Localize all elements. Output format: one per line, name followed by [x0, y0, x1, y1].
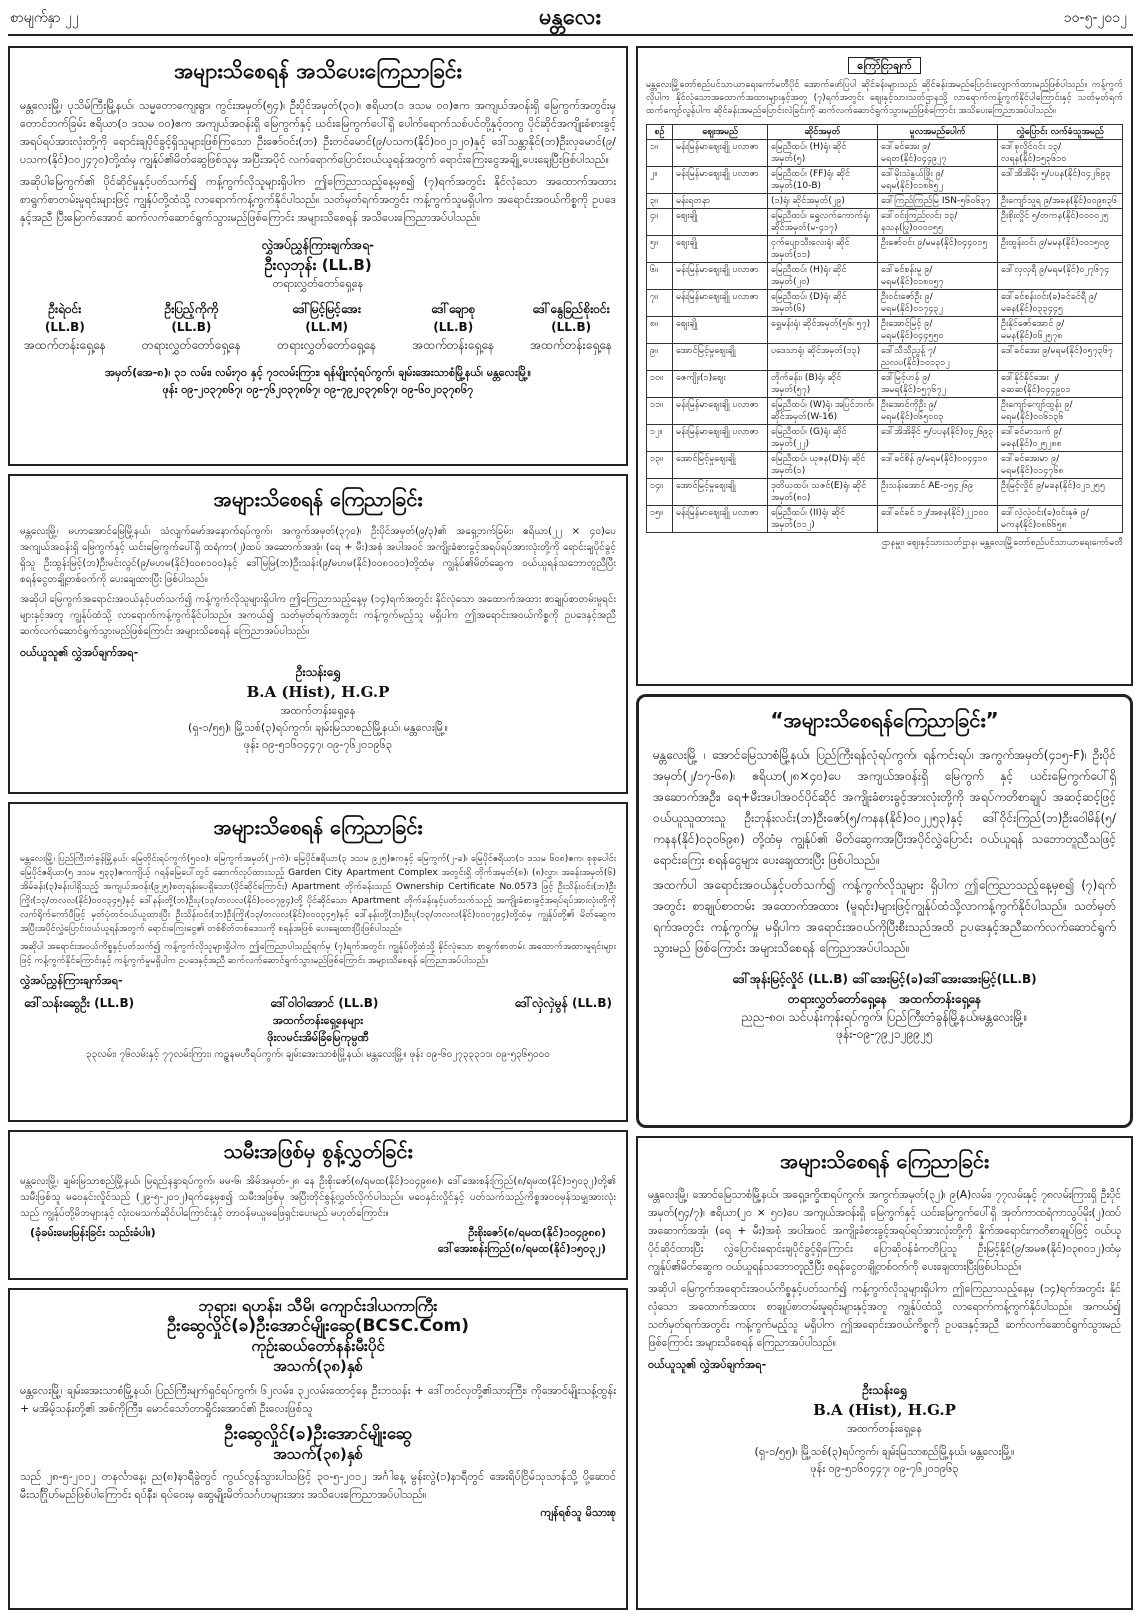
table-cell: ၆။ — [647, 263, 673, 290]
table-cell: ဦးကျော်သူရ ၉/အခန(နိုင်)၀၀၉၈၃၆ — [998, 194, 1123, 209]
table-cell: အောင်မြင့်မှုဈေးချို — [673, 344, 768, 371]
ad1-phone: ဖုန်း ၀၉-၂၀၃၇၈၆၇၊ ၀၉-၇၆၂၀၃၇၈၆၇၊ ၀၉-၇၉၂၀၃၇၈၆၇၊ ၀၉-၆၀၂၀၃၇၈၆၇ — [162, 383, 474, 396]
ad7-title: “အများသိစေရန်ကြေညာခြင်း” — [770, 708, 999, 732]
table-row — [647, 194, 1123, 209]
table-header-row — [647, 125, 1123, 140]
masthead-logo — [505, 0, 635, 34]
svg-text:မန္တလေး: မန္တလေး — [538, 4, 602, 30]
ad2-title: အများသိစေရန် ကြေညာခြင်း — [213, 487, 423, 511]
ad2-authority: ဝယ်ယူသူ၏ လွှဲအပ်ချက်အရ- — [20, 646, 139, 659]
ad7-phone: ဖုန်း-၀၉-၇၉၂၁၂၉၉၂၅ — [836, 1027, 933, 1041]
ad3-authority: လွှဲအပ်ညွှန်ကြားချက်အရ- — [20, 974, 123, 987]
table-cell: ဒေါ်မိုးသဲနွယ်ဖြိုး ၉/မရမ(နိုင်)၀၁၈၆၅၂ — [878, 167, 998, 194]
obit-body: မန္တလေးမြို့၊ ချမ်းအေးသာစံမြို့နယ်၊ ပြည်ကြီးမျက်ရှင်ရပ်ကွက်၊ ၆၂လမ်း၊ ၃၂လမ်းထောင့်နေ ဦးဘသန်း + ဒေါ်တင်လှတို့၏သားကြီး၊ ကိုအောင်မျိုးသန့်ထွန်း + မအိမ့်သန်းတို့၏ အစ်ကိုကြီး၊ မောင်သော်တာရှိုင်းအောင်၏ ဦးလေးဖြစ်သူ — [20, 1384, 616, 1415]
table-cell: ဦးအောင်ကိုဦး ၉/မရမ(နိုင်)၀၆၅၀၀၃ — [878, 398, 998, 425]
page-date: ၁၀-၅-၂၀၁၂ — [1063, 10, 1127, 26]
table-cell: ဒေါ်အိအိမိုး ၅/ပပန(နိုင်)၀၄၂၆၉၃ — [998, 167, 1123, 194]
ad4-title: သမီးအဖြစ်မှ စွန့်လွှတ်ခြင်း — [223, 1139, 413, 1163]
table-cell: မြေညီထပ်၊ (H)ရုံ၊ ဆိုင်အမှတ်(၂၀) — [768, 263, 878, 290]
table-cell: မန်းမြန်မာဈေးချို ပလာဇာ — [673, 425, 768, 452]
table-cell: ဦးဝင်းဇော်ဦး ၉/မရမ(နိုင်)၀၁၇၄၃၂ — [878, 290, 998, 317]
table-cell: ဒေါ်ခင်အေးမာ ၉/မရမ(နိုင်)၀၁၄၇၆၈ — [998, 452, 1123, 479]
table-cell: ဒေါ်ခင်အေး ၉/မရမ(နိုင်)၀၅၇၃၆၇ — [998, 344, 1123, 371]
ad4-footer — [10, 1222, 626, 1262]
notice-ad-4 — [8, 1130, 628, 1280]
ad8-para-1: မန္တလေးမြို့၊ အောင်မြေသာစံမြို့နယ်၊ အရှေ့ဒက္ခိဏရပ်ကွက်၊ အကွက်အမှတ်(၃၂)၊ ၉(A)လမ်း၊ ၇၇လမ်းနှင့် ၇၈လမ်းကြားရှိ ဦးပိုင်အမှတ်(၅၄/၇)၊ ဧရိယာ(၂၀ × ၅၀)ပေ အကျယ်အဝန်းရှိ မြေကွက်နှင့် ယင်းမြေကွက်ပေါ်ရှိ အုတ်ကာထရံကာသွပ်မိုး(၂)ထပ် အဆောက်အအုံ၊ (ရေ + မီး)အစုံ အပါအဝင် အကျိုးခံစားခွင့်အရပ်ရပ်အားလုံးတို့ကို နှိုက်အရောင်းကတိစာချုပ်ဖြင့် ဝယ်ယူပိုင်ဆိုင်ထားပြီး လွှဲပြောင်းရောင်းချပိုင်ခွင့်ရှိကြောင်း ပြောဆိုဝန်ခံကတိပြုသူ ဦးမြင့်နိုင်(၉/အမဇ(နိုင်)၀၃၈၀၁၂)ထံမှ ကျွန်ုပ်၏မိတ်ဆွေက ဝယ်ယူရန်သဘောတူညီပြီး စရန်ငွေတချို့တစ်ဝက်ကို ပေးချေထားပြီးဖြစ်ပါသည်။ — [648, 1189, 1121, 1273]
ad8-body — [638, 1186, 1131, 1352]
ad8-authority: ဝယ်ယူသူ၏ လွှဲအပ်ချက်အရ- — [648, 1358, 767, 1371]
table-row — [647, 140, 1123, 167]
col-header: မူလအမည်ပေါက် — [878, 125, 998, 140]
obit-line-2: ဦးဆွေလှိုင်(ခ)ဦးအောင်မျိုးဆွေ(BCSC.Com) — [166, 1316, 470, 1336]
table-cell: ဒေါ်သီသီညွန့် ၇/ညလပ(နိုင်)၁၀၁၃၁၂ — [878, 344, 998, 371]
ad1-para-2: အဆိုပါမြေကွက်၏ ပိုင်ဆိုင်မှုနှင့်ပတ်သက်၍ ကန့်ကွက်လိုသူများရှိပါက ဤကြေညာသည့်နေ့မှစ၍ (၇)ရက်အတွင်း နိုင်လုံသော အထောက်အထား စာရွက်စာတမ်းမူရင်းများဖြင့် ကျွန်ုပ်တို့ထံသို့ လာရောက်ကန့်ကွက်နိုင်ပါသည်။ သတ်မှတ်ရက်အတွင်း ကန့်ကွက်သူမရှိပါက အရောင်းအဝယ်ကိစ္စကို ဥပဒေနှင့်အညီ ပြီးမြောက်အောင် ဆက်လက်ဆောင်ရွက်သွားမည်ဖြစ်ကြောင်း အများသိစေရန် အသိပေးကြေညာအပ်ပါသည်။ — [20, 175, 616, 224]
notice-ad-8 — [636, 1136, 1133, 1610]
page-number: စာမျက်နှာ ၂၂ — [10, 10, 79, 26]
table-cell: ၉။ — [647, 344, 673, 371]
table-cell: မန်းမြန်မာဈေးချို ပလာဇာ — [673, 140, 768, 167]
table-cell: ငှက်ပျောသီးလေးရုံ၊ ဆိုင်အမှတ်(၁၁) — [768, 236, 878, 263]
ad8-phone: ဖုန်း ၀၉-၅၁၆၀၄၄၇၊ ၀၉-၇၆၂၀၁၉၆၃ — [810, 1462, 959, 1475]
table-cell: ၄။ — [647, 209, 673, 236]
table-cell: မန်းရတနာ — [673, 194, 768, 209]
shop-transfer-table — [646, 124, 1123, 533]
ad8-para-2: အဆိုပါ မြေကွက်အရောင်းအဝယ်ကိစ္စနှင့်ပတ်သက်၍ ကန့်ကွက်လိုသူများရှိပါက ဤကြေညာသည့်နေ့မှ (၁၄)ရက်အတွင်း နိုင်လုံသော အထောက်အထား စာချုပ်စာတမ်းမူရင်းများနှင့်အတူ ကျွန်ုပ်ထံသို့ လာရောက်ကန့်ကွက်နိုင်ပါသည်။ အကယ်၍ သတ်မှတ်ရက်အတွင်း ကန့်ကွက်မည့်သူ မရှိပါက ဤအရောင်းအဝယ်ကိစ္စကို ဥပဒေနှင့်အညီ ဆက်လက်ဆောင်ရွက်သွားမည်ဖြစ်ကြောင်း အများသိစေရန် ကြေညာအပ်ပါသည်။ — [648, 1283, 1121, 1349]
ad1-lawyer: ဒေါ်နွေခြည်စိုးဝင်း (LL.B) အထက်တန်းရှေ့နေ — [530, 302, 612, 352]
table-cell: အောင်မြင့်မှုဈေးချို — [673, 452, 768, 479]
table-cell: မန်းမြန်မာဈေးချို ပလာဇာ — [673, 506, 768, 533]
ad8-role: အထက်တန်းရှေ့နေ — [847, 1422, 922, 1435]
ad8-degree: B.A (Hist), H.G.P — [813, 1401, 956, 1419]
ad1-address: အမှတ်(အေ-၈)၊ ၃၁ လမ်း၊ လမ်း၇၀ နှင့် ၇၁လမ်းကြား၊ ရန်မျိုးလုံရပ်ကွက်၊ ချမ်းအေးသာစံမြို့နယ်၊ မန္တလေးမြို့။ — [104, 366, 531, 379]
notice-ad-1 — [8, 46, 628, 466]
ad7-address: ညည-၈၀၊ သင်ပန်းကုန်းရပ်ကွက်၊ ပြည်ကြီးတံခွန်မြို့နယ်၊မန္တလေးမြို့။ — [741, 1010, 1028, 1024]
ad3-para-1: မန္တလေးမြို့၊ ပြည်ကြီးတံခွန်မြို့နယ်၊ မြေတိုင်းရပ်ကွက်(၅၀၀)၊ မြေကွက်အမှတ်(၂-ကဲ)၊ မြေပိုင်ဧရိယာ(၃ ဒသမ ၉၂၅)ဧကနှင့် မြေကွက်(၂-ခ)၊ မြေပိုင်ဧရိယာ(၁ ဒသမ ၆၀၈)ဧက၊ စုစုပေါင်းမြေပိုင်ဧရိယာ(၅ ဒသမ ၅၃၃)ဧကကျိယ့် ဂရန်မြေပေါ်တွင် ဆောက်လုပ်ထားသည့် Garden City Apartment Complex အတွင်းရှိ တိုက်အမှတ်(၈)၊ (၈)လွှာ၊ အခန်းအမှတ်(၆) အိမ်ခန်း(၃)ခန်းပါရှိသည့် အကျယ်အဝန်း(၉၂၅)စတုရန်းပေရှိသော(ပိုင်ဆိုင်ကြောင်း) Apartment တိုက်ခန်းသည် Ownership Certificate No.0573 ဖြင့် ဦးသိန်းဝင်း(ဘ)ဦးကြိုး(၁၃/တလလ(နိုင်)၀၀၀၃၄၅)နှင့် ဒေါ်နန်းတို့(ဘ)ဦးပု(၁၃/တလလ(နိုင်)၀၀၀၇၉၄)တို့ ပိုင်ဆိုင်သော Apartment တိုက်ခန်းနှင့်ပတ်သက်သည့် အကျိုးခံစားခွင့်အရပ်ရပ်အားလုံးတို့ကို လက်ရိုက်ကော်ပီဖြင့် မှတ်ပုံတင်ဝယ်ယူထားပြီး ဦးသိန်းဝင်း(ဘ)ဦးကြိုး(၁၃/တလလ(နိုင်)၀၀၀၃၄၅)နှင့် ဒေါ်နန်းတို့(ဘ)ဦးပု(၁၃/တလလ(နိုင်)၀၀၀၇၉၄)တို့ထံမှ ကျွန်ုပ်တို့၏ မိတ်ဆွေက အပြီးအပိုင်လွှဲပြောင်းဝယ်ယူရန်အတွက် ရောင်းကြေးငွေ၏ တစ်စိတ်တစ်ဒေသကို စရန်အဖြစ် ပေးချေထားပြီးဖြစ်ပါသည်။ — [20, 854, 616, 934]
ad2-role: အထက်တန်းရှေ့နေ — [280, 704, 356, 717]
ad7-body-2: အထက်ပါ အရောင်းအဝယ်နှင့်ပတ်သက်၍ ကန့်ကွက်လိုသူများ ရှိပါက ဤကြေညာသည့်နေ့မှစ၍ (၇)ရက်အတွင်း စာချုပ်စာတမ်း အထောက်အထား (မူရင်း)များဖြင့်ကျွန်ုပ်ထံသို့လာကန့်ကွက်နိုင်ပါသည်။ သတ်မှတ်ရက်အတွင်း ကန့်ကွက်မှု မရှိပါက အရောင်းအဝယ်ကိုပြီးစီးသည်အထိ ဥပဒေနှင့်အညီဆက်လက်ဆောင်ရွက် သွားမည် ဖြစ်ကြောင်း အများသိစေရန် ကြေညာအပ်ပါသည်။ — [653, 878, 1116, 955]
table-cell: ဦးသန်းအောင် AE-၁၅၄၂၆၉ — [878, 479, 998, 506]
ad2-degree: B.A (Hist), H.G.P — [246, 683, 390, 701]
table-cell: ဒေါ်အိအိခိုင် ၅/ပပန(နိုင်)၀၄၂၆၉၃ — [878, 425, 998, 452]
table-cell: ဒေါ်ခင်စန်းမူ ၉/မရမ(နိုင်)၀၁၈၀၅၇ — [878, 263, 998, 290]
ad1-authority: လွှဲအပ်ညွှန်ကြားချက်အရ- — [262, 238, 374, 252]
col-header: စဉ် — [647, 125, 673, 140]
table-row — [647, 167, 1123, 194]
table-cell: မြေညီထပ်၊ (FF)ရုံ၊ ဆိုင်အမှတ်(10-B) — [768, 167, 878, 194]
ad1-lawyer: ဒေါ်ချောစု (LL.B) အထက်တန်းရှေ့နေ — [412, 302, 495, 352]
table-cell: ဈေးချို — [673, 236, 768, 263]
ad3-address: ၃၃လမ်း၊ ၇၆လမ်းနှင့် ၇၇လမ်းကြား၊ ကဥ္စနမဟီရပ်ကွက်၊ ချမ်းအေးသာစံမြို့နယ်၊ မန္တလေးမြို့။ ဖုန်း ၀၉-၆၀၂၇၃၃၃၁၁၊ ၀၉-၅၃၆၅၀၀၀ — [86, 1049, 550, 1060]
table-cell: ၁၄။ — [647, 479, 673, 506]
table-cell: ၈။ — [647, 317, 673, 344]
ad2-para-2: အဆိုပါ မြေကွက်အရောင်းအဝယ်နှင့်ပတ်သက်၍ ကန့်ကွက်လိုသူများရှိပါက ဤကြေညာသည့်နေ့မှ (၁၄)ရက်အတွင်း နိုင်လုံသော အထောက်အထား စာချုပ်စာတမ်းမူရင်းများနှင့်အတူ ကျွန်ုပ်ထံသို့ လာရောက်ကန့်ကွက်နိုင်ပါသည်။ အကယ်၍ သတ်မှတ်ရက်အတွင်း ကန့်ကွက်မည့်သူ မရှိပါက ဤအရောင်းအဝယ်ကိစ္စကို ဥပဒေနှင့်အညီ ဆက်လက်ဆောင်ရွက်သွားမည်ဖြစ်ကြောင်း အများသိစေရန် ကြေညာအပ်ပါသည်။ — [20, 594, 616, 637]
obit-age-2: အသက်(၃၈)နှစ် — [273, 1445, 363, 1463]
table-row — [647, 290, 1123, 317]
table-cell: ဒေါ်ခင်မာသက် ၉/မခန(နိုင်)၀၂၅၂၈၈ — [998, 425, 1123, 452]
table-cell: ၁၅။ — [647, 506, 673, 533]
table-row — [647, 344, 1123, 371]
ad2-phone: ဖုန်း ၀၉-၅၁၆၀၄၄၇၊ ၀၉-၇၆၂၀၁၉၆၃ — [243, 738, 393, 751]
table-cell: ဒေါ်မြင့်ဟန် ၉/အမရ(နိုင်)၁၅၇၆၇၂ — [878, 371, 998, 398]
table-cell: ဦးနိုင်ဇော်အောင် ၉/မမန(နိုင်)၀၆၂၅၇၈ — [998, 317, 1123, 344]
table-cell: ဒေါ်လဲ့လဲ့ဝင်း(ခ)ဝင်းနုဇံ ၉/မကန(နိုင်)၀၈၆၆၅၈ — [998, 506, 1123, 533]
table-row — [647, 371, 1123, 398]
table-cell: ဦးကျော်ကျော်ထွန်း ၉/မရမ(နိုင်)၀၀၆၁၃၆ — [998, 398, 1123, 425]
ad3-lawyer-list — [10, 994, 626, 1012]
table-cell: ၁။ — [647, 140, 673, 167]
obit-body-2: သည် ၂၈-၅-၂၀၁၂ တနင်္လာနေ့၊ ည(၈)နာရီခွဲတွင် ကွယ်လွန်သွားပါသဖြင့် ၃၀-၅-၂၀၁၂ အင်္ဂါနေ့ မွန်းလွဲ(၁)နာရီတွင် အေးရိပ်ငြိမ်သုသာန်သို့ ပို့ဆောင်မီးသင်္ဂြိုဟ်မည်ဖြစ်ပါကြောင်း ရပ်နီး၊ ရပ်ဝေးမှ ဆွေမျိုးမိတ်သင်္ဂဟများအား အသိပေးကြေညာအပ်ပါသည်။ — [20, 1470, 616, 1501]
notice-ad-2 — [8, 474, 628, 794]
table-cell: ၁၂။ — [647, 425, 673, 452]
table-cell: မန်းမြန်မာဈေးချို ပလာဇာ — [673, 167, 768, 194]
ad1-main-role: တရားလွှတ်တော်ရှေ့နေ — [272, 277, 364, 290]
ad3-lawyer: ဒေါ်လှဲလှဲမွန် (LL.B) — [514, 996, 612, 1010]
table-cell: မြေညီထပ်၊ (D)ရုံ၊ ဆိုင်အမှတ်(၆) — [768, 290, 878, 317]
ad8-name: ဦးသန်းရွှေ — [862, 1383, 907, 1397]
table-row — [647, 506, 1123, 533]
ad3-phone: ဖုန်း ၀၉-၆၀၂၇၃၃၃၁၁၊ ၀၉-၅၃၆၅၀၀၀ — [409, 1049, 550, 1060]
ad7-body: မန္တလေးမြို့ ၊ အောင်မြေသာစံမြို့နယ်၊ ပြည်ကြီးရန်လုံရပ်ကွက်၊ ရန်ကင်းရပ်၊ အကွက်အမှတ်(၄၁၅-F)၊ ဦးပိုင်အမှတ်(၂/၁၇-၆၈)၊ ဧရိယာ(၂၈×၄၀)ပေ အကျယ်အဝန်းရှိ မြေကွက် နှင့် ယင်းမြေကွက်ပေါ်ရှိ အဆောက်အဦး၊ ရေ+မီးအပါအဝင်ပိုင်ဆိုင် အကျိုးခံစားခွင့်အားလုံးတို့ကို အရပ်ကတိစာချုပ် အဆင့်ဆင့်ဖြင့် ဝယ်ယူသူထားသူ ဦးဘုန်းလင်း(ဘ)ဦးဇော်(၅/ကနန(နိုင်)၀၀၂၂၅၃)နှင့် ဒေါ်ဝိုင်းကြည်(ဘ)ဦးဝေါမိန်(၅/ကနန(နိုင်)၀၃၀၆၉၈) တို့ထံမှ ကျွန်ုပ်၏ မိတ်ဆွေကအပြီးအပိုင်လွှဲပြောင်း ဝယ်ယူရန် သဘောတူညီသဖြင့် ရောင်းကြေး စရန်ငွေများ ပေးချေထားပြီး ဖြစ်ပါသည်။ — [653, 748, 1116, 867]
table-cell: ဦးစိုးလှိုင် ၅/တကန(နိုင်)၀၀၀၀၂၅ — [998, 209, 1123, 236]
table-cell: ဒေါ်ခင်ခင် ၁၂/အစန(နိုင်)၂၂၁၀၀ — [878, 506, 998, 533]
ad7-signer-roles: တရားလွှတ်တော်ရှေ့နေ အထက်တန်းရှေ့နေ — [787, 992, 982, 1006]
table-cell: မြေညီထပ်၊ (G)ရုံ၊ ဆိုင်အမှတ်(၂၂) — [768, 425, 878, 452]
table-cell: ဈေးချို — [673, 317, 768, 344]
market-notice-ad — [636, 46, 1133, 686]
table-cell: ဒုတိယထပ်၊ သဇင်(E)ရုံ၊ ဆိုင်အမှတ်(၈၀) — [768, 479, 878, 506]
obit-line-1: ဘုရား၊ ရဟန်း၊ သီမိ၊ ကျောင်းဒါယကာကြီး — [198, 1296, 438, 1315]
ad4-note: (ခုံခမ်းမေးမြန်းခြင်း သည်းခံပါ။) — [30, 1226, 156, 1239]
table-cell: မန်းမြန်မာဈေးချို ပလာဇာ — [673, 398, 768, 425]
table-row — [647, 236, 1123, 263]
table-row — [647, 479, 1123, 506]
table-cell: မြေညီထပ်၊ ရွှေလက်ကောက်ရုံ၊ ဆိုင်အမှတ်(မ-၄၁၇) — [768, 209, 878, 236]
ad6-box-title: ကြော်ငြာချက် — [848, 57, 920, 74]
ad3-body — [10, 852, 626, 968]
table-cell: ဦးထွန်းဝင်း ၉/မမန(နိုင်)၀၀၁၅၀၉ — [998, 236, 1123, 263]
table-cell: ၁၃။ — [647, 452, 673, 479]
table-cell: ၃။ — [647, 194, 673, 209]
table-cell: ၁၀။ — [647, 371, 673, 398]
obit-line-3: ကုဉ်းဆယ်တော်နန်းမီးပိုင် — [251, 1337, 385, 1355]
ad2-address: (ရှ-၁/၅၅)၊ မြို့သစ်(၃)ရပ်ကွက်၊ ချမ်းမြသာစည်မြို့နယ်၊ မန္တလေးမြို့။ — [188, 721, 448, 734]
table-cell: ဦးအောင်မြင့် ၉/မရမ(နိုင်)၀၄၄၅၅၀ — [878, 317, 998, 344]
ad4-signer: ဒေါ်အေးစန်းကြည်(၈/ရမထ(နိုင်)၁၅၀၃၂) — [437, 1242, 606, 1255]
table-cell: မြေညီထပ်၊ (H)ရုံ၊ ဆိုင်အမှတ်(၅) — [768, 140, 878, 167]
table-cell: ဒေါ်ခင်စန်းဝင်း(ခ)ခင်ခင်ရီ ၉/မခန(နိုင်)၀၃၃၄၄၅ — [998, 290, 1123, 317]
table-cell: ရွှေမန်းရုံ၊ ဆိုင်အမှတ်(၅၆၊ ၅၇) — [768, 317, 878, 344]
notice-ad-7 — [636, 694, 1133, 1128]
table-cell: မန်းမြန်မာဈေးချို ပလာဇာ — [673, 290, 768, 317]
table-cell: ဒေါ်ဝင်းကြည်လင်း ၁၃/နသန(ပြု)၀၀၀၀၅၅ — [878, 209, 998, 236]
table-cell: ဒေါ်စုလှိုင်ဝင်း ၁၃/လရန(နိုင်)၁၅၃၆၁၀ — [998, 140, 1123, 167]
table-cell: ၇။ — [647, 290, 673, 317]
ad1-para-1: မန္တလေးမြို့၊ ပုသိမ်ကြီးမြို့နယ်၊ သမ္မတောကျေးရွာ၊ ကွင်းအမှတ်(၅၄)၊ ဦးပိုင်အမှတ်(၃၀)၊ ဧရိယာ(၁ ဒသမ ၀၀)ဧက အကျယ်အဝန်းရှိ မြေကွက်အတွင်းမှ တောင်ဘက်ခြမ်း ဧရိယာ(၁ ဒသမ ၀၀)ဧက အကျယ်အဝန်းရှိ မြေကွက်နှင့် ယင်းမြေကွက်ပေါ်ရှိ ပေါက်ရောက်သစ်ပင်တို့နှင့်တကွ ပိုင်ဆိုင်အကျိုးခံစားခွင့်အရပ်ရပ်အားလုံးတို့ကို ရောင်းချပိုင်ခွင့်ရှိသူများဖြစ်ကြသော ဦးဇော်ဝင်း(ဘ) ဦးတင်မောင်(၉/ပသက(နိုင်)၀၀၂၁၂၀)နှင့် ဒေါ်သန္တာနိုင်(ဘ)ဦးလှမောင်(၉/ပသက(နိုင်)၀၀၂၄၇၀)တို့ထံမှ ကျွန်ုပ်၏မိတ်ဆွေဖြစ်သူမှ အပြီးအပိုင် လက်ရောက်ပြောင်းဝယ်ယူရန်အတွက် ရောင်းကြေးငွေအချို့ ပေးချေပြီးဖြစ်ပါသည်။ — [20, 99, 616, 166]
table-row — [647, 452, 1123, 479]
table-cell: ဒေါ်ကြည်ကြည်မြ ISN-၅၆၀၆၃၇ — [878, 194, 998, 209]
table-cell: ၅။ — [647, 236, 673, 263]
table-row — [647, 263, 1123, 290]
ad3-para-2: အဆိုပါ အရောင်းအဝယ်ကိစ္စနှင့်ပတ်သက်၍ ကန့်ကွက်လိုသူများရှိပါက ဤကြေညာပါသည့်ရက်မှ (၇)ရက်အတွင်း ကျွန်ုပ်တို့ထံသို့ နိုင်လုံသော စာရွက်စာတမ်း အထောက်အထားမူရင်းများဖြင့် ကန့်ကွက်နိုင်ကြောင်းနှင့် ကန့်ကွက်မှုမရှိပါက ဥပဒေနှင့်အညီ ဆက်လက်ဆောင်ရွက်သွားမည်ဖြစ်ကြောင်း အများသိစေရန် ကြေညာအပ်ပါသည်။ — [20, 942, 616, 966]
ad2-body — [10, 524, 626, 640]
ad3-title: အများသိစေရန် ကြေညာခြင်း — [213, 815, 423, 839]
table-cell: မန်းမြန်မာဈေးချို ပလာဇာ — [673, 263, 768, 290]
ad1-lawyer: ဒေါ်မြင့်မြင့်အေး (LL.M) တရားလွှတ်တော်ရှေ့နေ — [277, 302, 377, 352]
table-cell: မြေညီထပ်၊ (W)ရုံ၊ အပြင်ဘက်၊ ဆိုင်အမှတ်(W-16) — [768, 398, 878, 425]
table-cell: မြေညီထပ်၊ (II)ရုံ၊ ဆိုင်အမှတ်(၁၁၂) — [768, 506, 878, 533]
col-header: ဆိုင်အမှတ် — [768, 125, 878, 140]
table-cell: ဦးဇော်ဝင်း ၉/မမန(နိုင်)၀၄၄၀၁၅ — [878, 236, 998, 263]
table-cell: ဈေးချို — [673, 209, 768, 236]
obit-age: အသက်(၃၈)နှစ် — [273, 1357, 363, 1375]
ad6-intro: မန္တလေးမြို့တော်စည်ပင်သာယာရေးကော်မတီပိုင် အောက်ဖော်ပြပါ ဆိုင်ခန်းများသည် ဆိုင်ခန်းအမည်ပြောင်းလျှောက်ထားမည်ဖြစ်ပါသည်။ ကန့်ကွက်လိုပါက နိုင်လုံသောအထောက်အထားများနှင့်အတူ (၇)ရက်အတွင်း ဈေးနှင့်သားသတ်ဌာနသို့ လာရောက်ကန့်ကွက်နိုင်ပါကြောင်းနှင့် သတ်မှတ်ရက်ထက်ကျော်လွန်ပါက ဆိုင်ခန်းအမည်ပြောင်းလဲခြင်းကို ဆက်လက်ဆောင်ရွက်သွားမည်ဖြစ်ကြောင်း အသိပေးကြေညာအပ်ပါသည်။ — [646, 80, 1123, 116]
table-row — [647, 209, 1123, 236]
ad4-body: မန္တလေးမြို့၊ ချမ်းမြသာစည်မြို့နယ်၊ မြရည်နန္ဒာရပ်ကွက်၊ မမ-၆၊ အိမ်အမှတ်-၂၈ နေ ဦးစိုးဇော်(၈/ရမထ(နိုင်)၁၀၄၉၈၈)၊ ဒေါ်အေးစန်းကြည်(၈/ရမထ(နိုင်)၁၅၀၃၂)တို့၏ သမီးဖြစ်သူ မဝေနှင်းလှိုင်သည် (၂၉-၅-၂၀၁၂)ရက်နေ့မှစ၍ သမီးအဖြစ်မှ အပြီးတိုင်စွန့်လွှတ်လိုက်ပါသည်။ မဝေနှင်းလှိုင်နှင့် ပတ်သက်သည့်ကိစ္စအဝဝမှန်သမျှအားလုံးသည် ကျွန်ုပ်တို့မိဘများနှင့် လုံးဝမသက်ဆိုင်ပါကြောင်းနှင့် တာဝန်မယူမဖြေရှင်းပေးမည် မဟုတ်ကြောင်း။ — [20, 1176, 616, 1219]
ad3-lawyer: ဒေါ်ဝါဝါအောင် (LL.B) — [270, 996, 379, 1010]
table-row — [647, 425, 1123, 452]
ad1-lawyer: ဦးရဲဝင်း (LL.B) အထက်တန်းရှေ့နေ — [24, 302, 106, 352]
obituary-ad — [8, 1288, 628, 1610]
ad3-role: အထက်တန်းရှေ့နေများ — [272, 1014, 364, 1027]
ad1-main-name: ဦးလှဘုန်း (LL.B) — [264, 256, 372, 274]
ad6-footer: ဌာနမှူး၊ ဈေးနှင့်သားသတ်ဌာန၊ မန္တလေးမြို့တော်စည်ပင်သာယာရေးကော်မတီ — [881, 538, 1123, 548]
ad4-signer: ဦးစိုးဇော်(၈/ရမထ(နိုင်)၁၀၄၉၈၈) — [468, 1226, 606, 1239]
ad1-lawyer-list — [10, 300, 626, 354]
ad1-lawyer: ဦးပြည့်ကိုကို (LL.B) တရားလွှတ်တော်ရှေ့နေ — [141, 302, 241, 352]
table-cell: ဒေါ်ခင်အေး ၉/မရတ(နိုင်)၀၄၄၉၂၇ — [878, 140, 998, 167]
ad7-signers: ဒေါ်အုန်းမြင့်လှိုင် (LL.B) ဒေါ်အေးမြင့်(ခ)ဒေါ်အေးအေးမြင့်(LL.B) — [732, 972, 1037, 986]
table-cell: ဦးမြင့်လှိုင် ၉/မခန(နိုင်)၀၂၁၂၅၅ — [998, 479, 1123, 506]
header-rule — [8, 34, 1133, 36]
table-cell: ဒေါ်ခင်စိန် ၉/မရမ(နိုင်)၀၀၄၄၁၀ — [878, 452, 998, 479]
col-header: ဈေးအမည် — [673, 125, 768, 140]
col-header: လွှဲပြောင်း လက်ခံသူအမည် — [998, 125, 1123, 140]
table-cell: မြေညီထပ်၊ ယုဇန(D)ရုံ၊ ဆိုင်အမှတ်(၁) — [768, 452, 878, 479]
obit-from: ကျန်ရစ်သူ မိသားစု — [540, 1506, 616, 1519]
table-cell: တိုက်ခန်း၊ (B)ရုံ၊ ဆိုင်အမှတ်(၅၇) — [768, 371, 878, 398]
table-row — [647, 398, 1123, 425]
obit-name: ဦးဆွေလှိုင်(ခ)ဦးအောင်မျိုးဆွေ — [224, 1424, 412, 1444]
table-cell: ဒေါ်လှလှရီ ၉/မရမ(နိုင်)၀၂၇၆၇၄ — [998, 263, 1123, 290]
table-cell: ၁၁။ — [647, 398, 673, 425]
table-cell: ၂။ — [647, 167, 673, 194]
ad1-title: အများသိစေရန် အသိပေးကြေညာခြင်း — [174, 59, 462, 83]
table-cell: ပဒေသာရုံ၊ ဆိုင်အမှတ်(၁၃) — [768, 344, 878, 371]
table-row — [647, 317, 1123, 344]
ad2-name: ဦးသန်းရွှေ — [295, 665, 341, 679]
ad8-address: (ရှ-၁/၅၅)၊ မြို့သစ်(၃)ရပ်ကွက်၊ ချမ်းမြသာစည်မြို့နယ်၊ မန္တလေးမြို့။ — [754, 1445, 1015, 1458]
table-cell: ဒေါ်နိုင်နိုင်အေး ၂/ခဆဆ(နိုင်)၀၄၄၉၀၁ — [998, 371, 1123, 398]
table-cell: အောင်မြင့်မှုဈေးချို — [673, 479, 768, 506]
ad2-para-1: မန္တလေးမြို့၊ မဟာအောင်မြေမြို့နယ်၊ သံလျက်မော်အနောက်ရပ်ကွက်၊ အကွက်အမှတ်(၃၇၀)၊ ဦးပိုင်အမှတ်(၉/၃)၏ အရှေ့ဘက်ခြမ်း၊ ဧရိယာ(၂၂ × ၄၀)ပေ အကျယ်အဝန်းရှိ မြေကွက်နှင့် ယင်းမြေကွက်ပေါ်ရှိ ထရံကာ(၂)ထပ် အဆောက်အအုံ၊ (ရေ + မီး)အစုံ အပါအဝင် အကျိုးခံစားခွင့်အရပ်ရပ်အားလုံးတို့ကို ရောင်းချပိုင်ခွင့်ရှိသူ ဦးထွန်းမြင့်(ဘ)ဦးမင်းလွင်(၉/မဟမ(နိုင်)၀၀၈၁၀၀)နှင့် ဒေါ်မြမြ(ဘ)ဦးသန်း(၉/မဟမ(နိုင်)၀၀၈၁၀၁)တို့ထံမှ ကျွန်ုပ်၏မိတ်ဆွေက ဝယ်ယူရန်သဘောတူညီပြီး စရန်ငွေတချို့တစ်ဝက်ကို ပေးချေထားပြီး ဖြစ်ပါသည်။ — [20, 526, 616, 585]
notice-ad-3 — [8, 802, 628, 1122]
ad3-lawyer: ဒေါ်သန်းဆွေဦး (LL.B) — [24, 996, 135, 1010]
ad3-firm: ဖိုးလမင်းအိမ်ခြံမြေကုမ္ပဏီ — [267, 1031, 369, 1044]
table-cell: ဇေကျိုး(၁)ဈေး — [673, 371, 768, 398]
table-cell: (၁)ရုံ၊ ဆိုင်အမှတ်(၂၉) — [768, 194, 878, 209]
ad1-body — [10, 97, 626, 227]
ad8-title: အများသိစေရန် ကြေညာခြင်း — [779, 1149, 989, 1173]
